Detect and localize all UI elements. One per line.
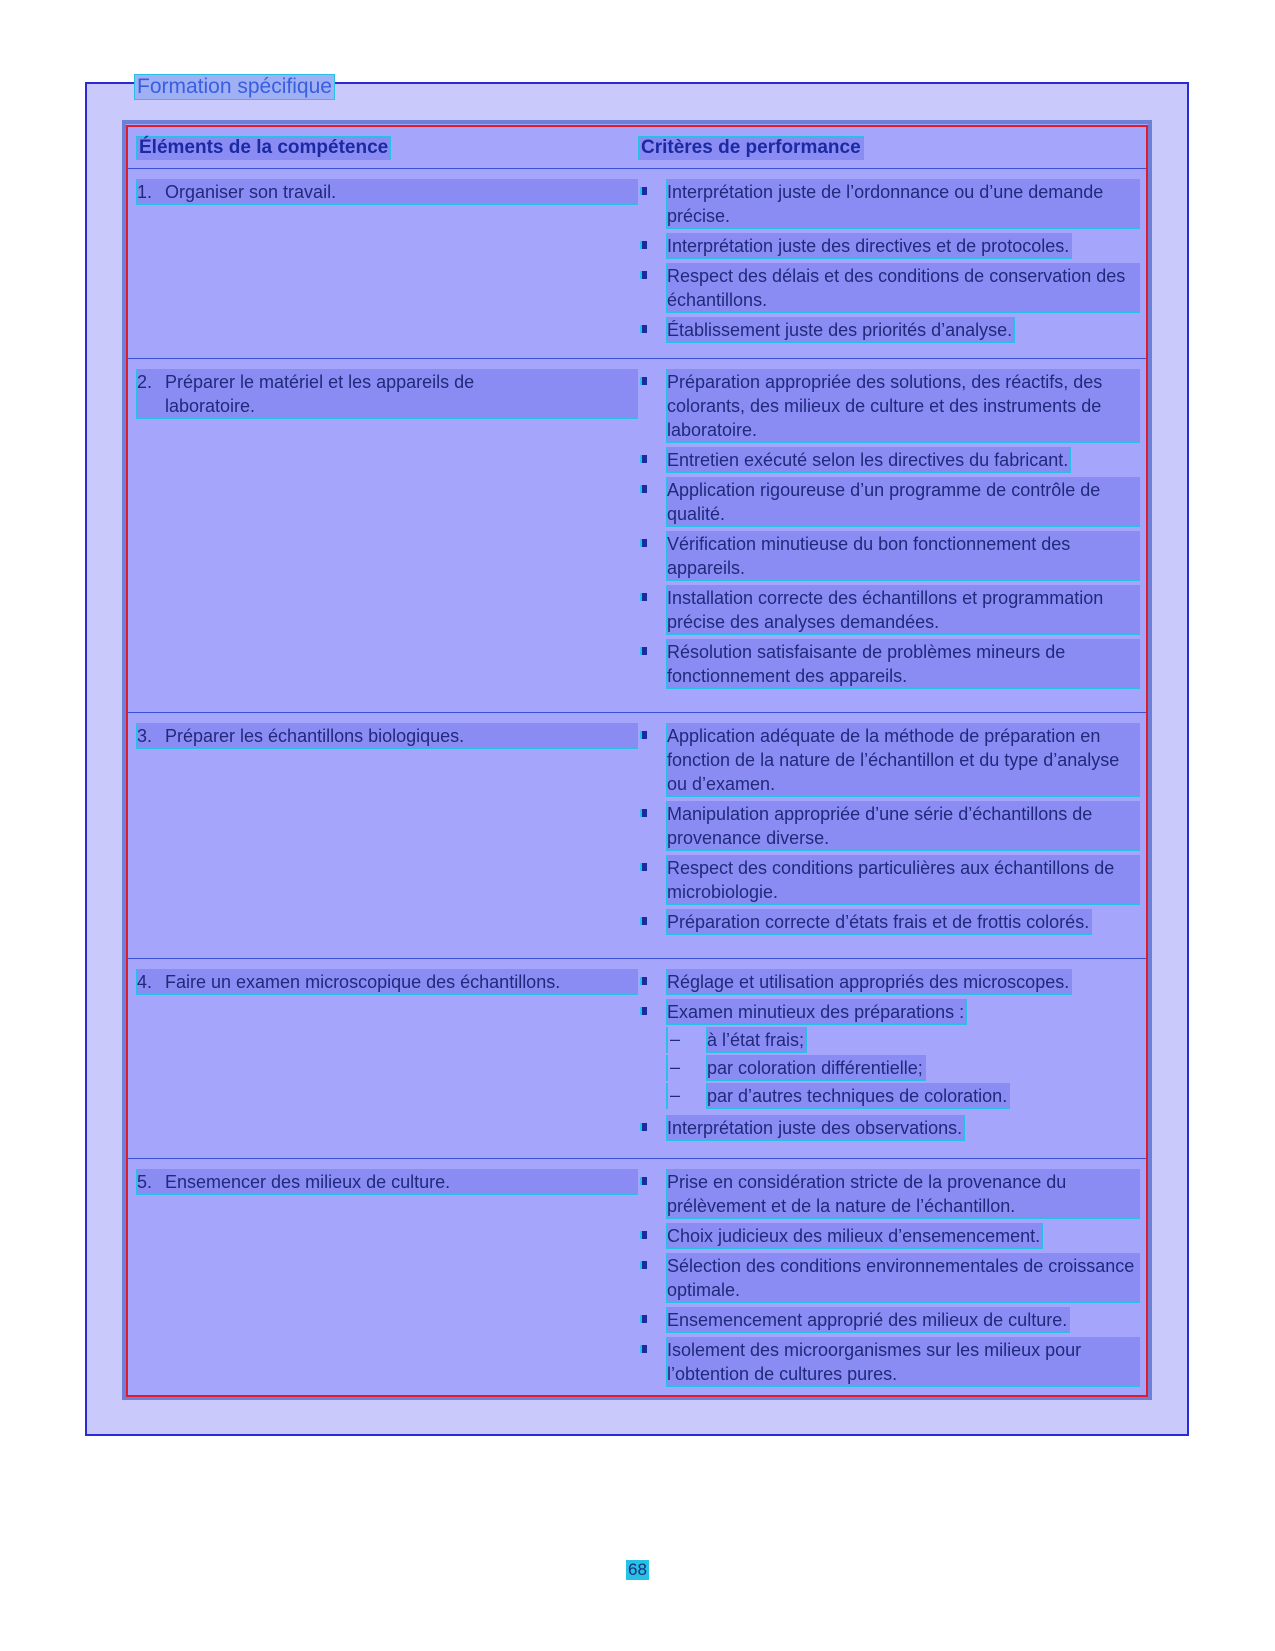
criteria-text: Interprétation juste des observations. [666,1115,965,1141]
criteria-list [638,369,1140,689]
element-number: 1. [137,182,153,202]
page-number: 68 [628,1560,647,1579]
criteria-item [638,447,1140,473]
sub-item [666,1027,1140,1053]
table-row [128,959,1146,1159]
criteria-text: Préparation appropriée des solutions, des réactifs, des colorants, des milieux de culture et des instruments de laboratoire. [666,369,1140,443]
bullet-icon [638,969,666,995]
header-criteria: Critères de performance [638,136,864,160]
criteria-item [638,233,1140,259]
criteria-list [638,723,1140,935]
criteria-text: par d’autres techniques de coloration. [706,1083,1010,1109]
element-text: Préparer le matériel et les appareils de laboratoire. [165,372,475,416]
bullet-icon [638,585,666,635]
criteria-text: Application adéquate de la méthode de préparation en fonction de la nature de l’échantillon et du type d’analyse ou d’examen. [666,723,1140,797]
criteria-text: Isolement des microorganismes sur les milieux pour l’obtention de cultures pures. [666,1337,1140,1387]
table-row [128,1159,1146,1395]
criteria-text: Réglage et utilisation appropriés des microscopes. [666,969,1072,995]
table-header-row [128,127,1146,169]
criteria-text: Établissement juste des priorités d’analyse. [666,317,1015,343]
criteria-text: Préparation correcte d’états frais et de frottis colorés. [666,909,1092,935]
criteria-text: Respect des conditions particulières aux échantillons de microbiologie. [666,855,1140,905]
sub-item [666,1083,1140,1109]
criteria-text: Interprétation juste des directives et de protocoles. [666,233,1072,259]
bullet-icon [638,1253,666,1303]
criteria-item [638,1253,1140,1303]
bullet-icon [638,1307,666,1333]
criteria-text: Installation correcte des échantillons et programmation précise des analyses demandées. [666,585,1140,635]
criteria-list [638,179,1140,343]
dash-icon: – [666,1083,706,1109]
criteria-text: Interprétation juste de l’ordonnance ou d’une demande précise. [666,179,1140,229]
element-number: 3. [137,726,153,746]
element-text: Faire un examen microscopique des échantillons. [165,972,561,992]
element-text: Organiser son travail. [165,182,337,202]
criteria-text: Entretien exécuté selon les directives du fabricant. [666,447,1071,473]
bullet-icon [638,639,666,689]
element-text: Ensemencer des milieux de culture. [165,1172,451,1192]
bullet-icon [638,179,666,229]
bullet-icon [638,855,666,905]
criteria-text: Vérification minutieuse du bon fonctionnement des appareils. [666,531,1140,581]
criteria-text: Application rigoureuse d’un programme de contrôle de qualité. [666,477,1140,527]
criteria-item [638,969,1140,995]
criteria-text: Manipulation appropriée d’une série d’échantillons de provenance diverse. [666,801,1140,851]
criteria-item [638,179,1140,229]
criteria-text: Sélection des conditions environnementales de croissance optimale. [666,1253,1140,1303]
table-row [128,169,1146,359]
table-row [128,359,1146,713]
criteria-item [638,531,1140,581]
bullet-icon [638,477,666,527]
bullet-icon [638,369,666,443]
criteria-item [638,639,1140,689]
criteria-item [638,477,1140,527]
sub-item [666,1055,1140,1081]
criteria-item [638,1115,1140,1141]
element-text: Préparer les échantillons biologiques. [165,726,465,746]
bullet-icon [638,801,666,851]
element-number: 2. [137,372,153,392]
bullet-icon [638,723,666,797]
bullet-icon [638,999,666,1025]
criteria-item [638,1337,1140,1387]
bullet-icon [638,317,666,343]
element-cell [136,969,638,995]
bullet-icon [638,263,666,313]
criteria-text: Respect des délais et des conditions de conservation des échantillons. [666,263,1140,313]
criteria-text: Examen minutieux des préparations : [666,999,967,1025]
criteria-item [638,1169,1140,1219]
criteria-item [638,263,1140,313]
criteria-text: Ensemencement approprié des milieux de culture. [666,1307,1070,1333]
criteria-text: Choix judicieux des milieux d’ensemencement. [666,1223,1043,1249]
bullet-icon [638,1223,666,1249]
criteria-item [638,855,1140,905]
criteria-text: par coloration différentielle; [706,1055,926,1081]
element-number: 4. [137,972,153,992]
criteria-text: à l’état frais; [706,1027,807,1053]
competence-table [126,125,1148,1397]
bullet-icon [638,233,666,259]
element-cell [136,723,638,749]
criteria-text: Résolution satisfaisante de problèmes mineurs de fonctionnement des appareils. [666,639,1140,689]
criteria-item [638,909,1140,935]
criteria-item [638,801,1140,851]
criteria-item [638,369,1140,443]
element-cell [136,179,638,205]
bullet-icon [638,909,666,935]
table-row [128,713,1146,959]
criteria-item [638,1307,1140,1333]
element-cell [136,1169,638,1195]
dash-icon: – [666,1055,706,1081]
bullet-icon [638,1169,666,1219]
criteria-text: Prise en considération stricte de la provenance du prélèvement et de la nature de l’échantillon. [666,1169,1140,1219]
criteria-item [638,585,1140,635]
criteria-item [638,317,1140,343]
sub-list [638,1027,1140,1111]
bullet-icon [638,531,666,581]
bullet-icon [638,447,666,473]
criteria-list [638,1169,1140,1387]
element-number: 5. [137,1172,153,1192]
dash-icon: – [666,1027,706,1053]
criteria-item [638,999,1140,1111]
criteria-item [638,1223,1140,1249]
element-cell [136,369,638,419]
criteria-item [638,723,1140,797]
bullet-icon [638,1115,666,1141]
bullet-icon [638,1337,666,1387]
criteria-list [638,969,1140,1141]
header-elements: Éléments de la compétence [136,136,391,160]
section-title: Formation spécifique [134,74,335,100]
